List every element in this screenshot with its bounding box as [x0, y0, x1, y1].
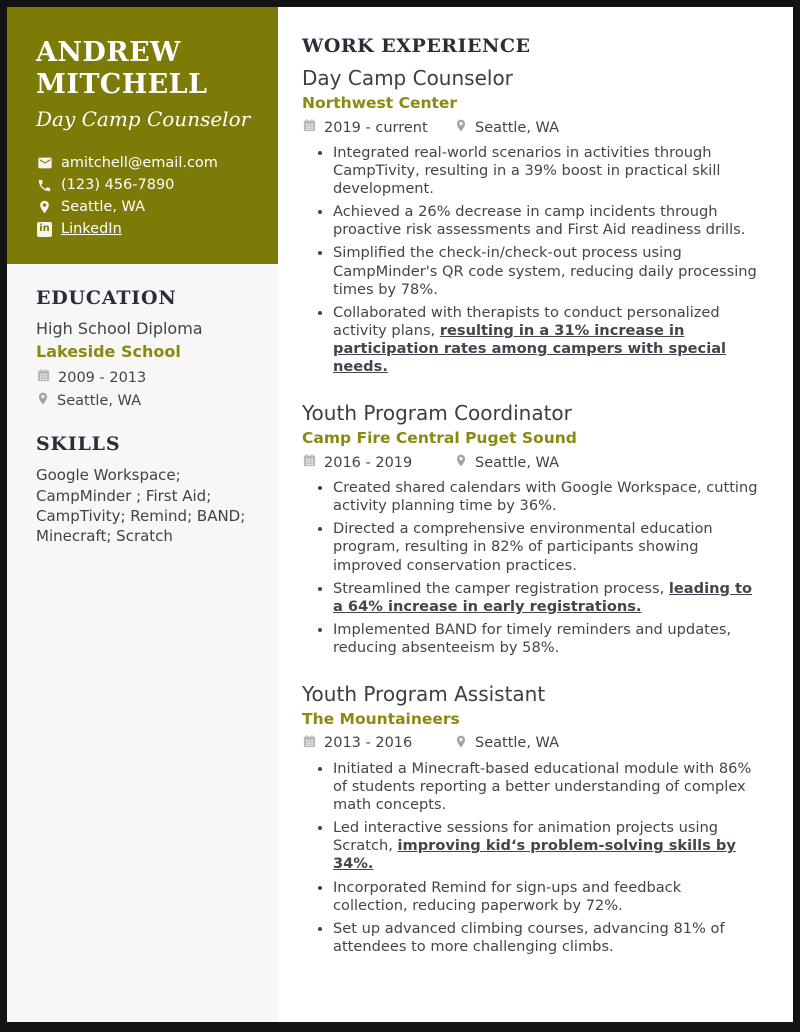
candidate-job-title: Day Camp Counselor — [36, 107, 251, 132]
phone-icon — [36, 177, 53, 193]
job-entry — [302, 66, 760, 376]
bullet-item — [333, 879, 760, 915]
bullet-text: Initiated a Minecraft-based educational module with 86% of students reporting a better understanding of complex math concepts. — [333, 759, 752, 814]
job-location-text: Seattle, WA — [475, 735, 560, 752]
contact-email: amitchell@email.com — [61, 155, 218, 172]
bullet-emphasis: resulting in a 31% increase in participation rates among campers with special needs. — [333, 321, 727, 376]
education-location-row — [36, 391, 254, 410]
linkedin-icon: in — [36, 221, 53, 237]
calendar-icon — [36, 368, 51, 387]
job-bullets — [302, 760, 760, 956]
bullet-item — [333, 819, 760, 873]
job-dates — [302, 734, 454, 753]
job-company: Northwest Center — [302, 94, 458, 112]
job-dates — [302, 453, 454, 472]
bullet-text: Directed a comprehensive environmental education program, resulting in 82% of participants showing improved conservation practices. — [333, 520, 713, 574]
job-location — [454, 734, 559, 753]
job-entry — [302, 682, 760, 956]
calendar-icon — [302, 734, 317, 753]
bullet-item — [333, 144, 760, 198]
job-meta-row — [302, 734, 760, 753]
bullet-text: Led interactive sessions for animation projects using Scratch, — [333, 819, 719, 855]
mail-icon — [36, 155, 53, 171]
bullet-item — [333, 203, 760, 239]
bullet-text: Collaborated with therapists to conduct personalized activity plans, — [333, 303, 720, 339]
education-location: Seattle, WA — [57, 392, 142, 409]
bullet-item — [333, 621, 760, 657]
bullet-text: Created shared calendars with Google Workspace, cutting activity planning time by 36%. — [333, 479, 758, 515]
job-title: Youth Program Coordinator — [302, 401, 572, 426]
calendar-icon — [302, 453, 317, 472]
job-dates-text: 2016 - 2019 — [324, 454, 413, 471]
sidebar-header-block — [7, 7, 278, 264]
education-dates: 2009 - 2013 — [58, 369, 147, 386]
bullet-item — [333, 520, 760, 574]
calendar-icon — [302, 118, 317, 137]
bullet-item — [333, 479, 760, 515]
job-company: The Mountaineers — [302, 709, 460, 728]
bullet-emphasis: leading to a 64% increase in early registrations. — [333, 579, 753, 615]
job-location-text: Seattle, WA — [475, 119, 560, 136]
bullet-text: Set up advanced climbing courses, advancing 81% of attendees to more challenging climbs. — [333, 919, 725, 955]
resume-page — [7, 7, 793, 1022]
education-degree: High School Diploma — [36, 319, 203, 339]
bullet-text: Integrated real-world scenarios in activities through CampTivity, resulting in a 39% boost in practical skill development. — [333, 144, 721, 198]
bullet-item — [333, 760, 760, 814]
skills-heading: SKILLS — [36, 433, 121, 456]
location-pin-icon — [36, 391, 50, 410]
education-heading: EDUCATION — [36, 287, 177, 310]
job-location-text: Seattle, WA — [475, 454, 560, 471]
location-pin-icon — [454, 453, 468, 472]
contact-location-row — [36, 199, 254, 215]
contact-phone-row — [36, 177, 254, 193]
skills-list: Google Workspace; CampMinder ; First Aid; CampTivity; Remind; BAND; Minecraft; Scratch — [36, 466, 246, 546]
job-title: Day Camp Counselor — [302, 66, 513, 90]
location-pin-icon — [454, 118, 468, 137]
work-experience-heading: WORK EXPERIENCE — [302, 35, 531, 57]
contact-location: Seattle, WA — [61, 199, 146, 216]
job-location — [454, 453, 559, 472]
bullet-text: Simplified the check-in/check-out process using CampMinder's QR code system, reducing daily processing times by 78%. — [333, 244, 757, 298]
job-location — [454, 118, 559, 137]
contact-list — [36, 155, 254, 237]
bullet-emphasis: improving kid‘s problem-solving skills by 34%. — [333, 837, 736, 873]
contact-email-row — [36, 155, 254, 171]
job-bullets — [302, 479, 760, 657]
main-column — [278, 7, 793, 1022]
linkedin-link[interactable]: LinkedIn — [61, 221, 122, 238]
job-entry — [302, 401, 760, 657]
education-school: Lakeside School — [36, 342, 181, 362]
job-dates — [302, 118, 454, 137]
job-company: Camp Fire Central Puget Sound — [302, 429, 577, 448]
education-dates-row — [36, 368, 254, 387]
bullet-text: Implemented BAND for timely reminders and updates, reducing absenteeism by 58%. — [333, 620, 732, 656]
job-meta-row — [302, 118, 760, 137]
contact-linkedin-row — [36, 221, 254, 237]
job-dates-text: 2013 - 2016 — [324, 735, 413, 752]
job-dates-text: 2019 - current — [324, 119, 428, 136]
job-bullets — [302, 144, 760, 376]
sidebar-body — [7, 287, 278, 567]
bullet-item — [333, 580, 760, 616]
sidebar — [7, 7, 278, 1022]
bullet-item — [333, 304, 760, 376]
location-pin-icon — [454, 734, 468, 753]
bullet-text: Streamlined the camper registration process, — [333, 579, 669, 597]
job-meta-row — [302, 453, 760, 472]
bullet-text: Incorporated Remind for sign-ups and feedback collection, reducing paperwork by 72%. — [333, 878, 682, 914]
jobs — [302, 66, 760, 956]
bullet-text: Achieved a 26% decrease in camp incidents through proactive risk assessments and First Aid readiness drills. — [333, 203, 746, 239]
bullet-item — [333, 920, 760, 956]
contact-phone: (123) 456-7890 — [61, 177, 175, 194]
bullet-item — [333, 244, 760, 298]
location-pin-icon — [36, 199, 53, 215]
candidate-name: ANDREW MITCHELL — [36, 37, 208, 100]
job-title: Youth Program Assistant — [302, 681, 546, 706]
